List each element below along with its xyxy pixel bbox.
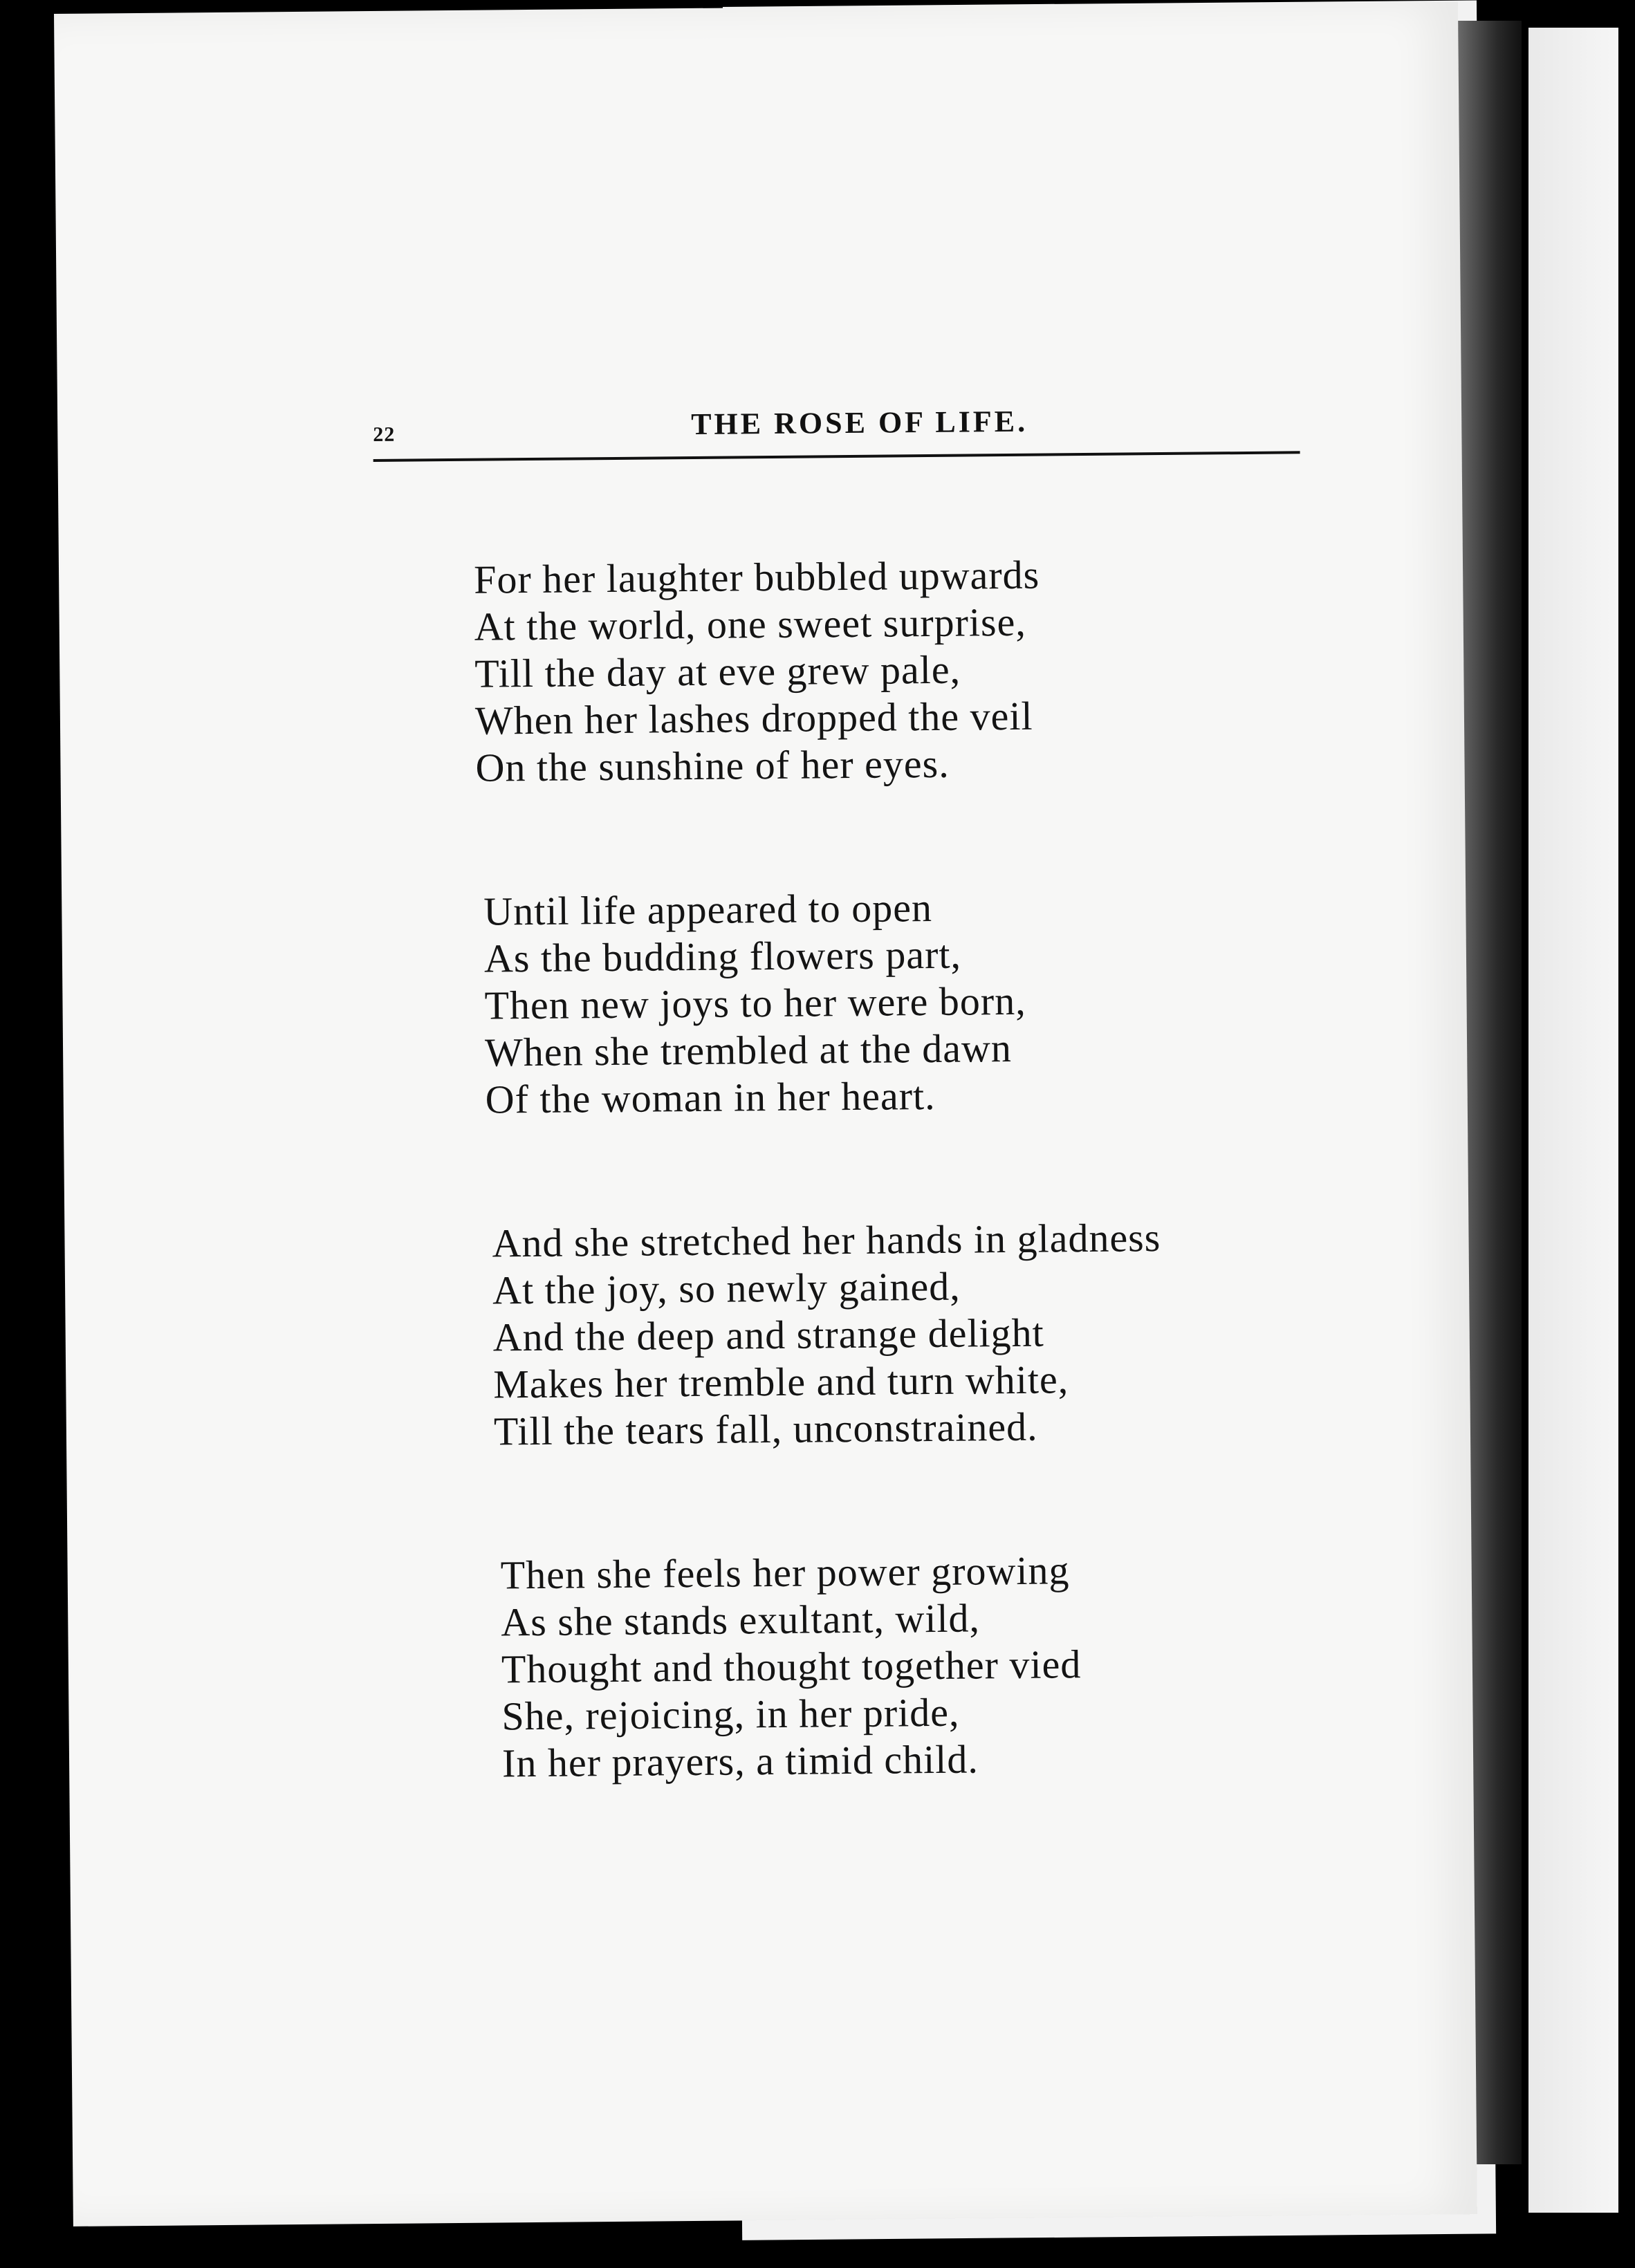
- poem-line: When she trembled at the dawn: [484, 1025, 1013, 1075]
- page-number: 22: [373, 422, 396, 446]
- header-rule: [373, 451, 1300, 462]
- poem-line: Till the tears fall, unconstrained.: [493, 1404, 1038, 1454]
- poem-line: At the world, one sweet surprise,: [474, 599, 1027, 649]
- poem-line: At the joy, so newly gained,: [492, 1263, 961, 1313]
- stanza-1: [474, 548, 1375, 791]
- running-head: [373, 401, 1307, 472]
- poem-line: Of the woman in her heart.: [485, 1072, 936, 1122]
- poem-line: As the budding flowers part,: [483, 931, 962, 981]
- poem-line: On the sunshine of her eyes.: [475, 741, 950, 790]
- poem-line: Then new joys to her were born,: [484, 978, 1026, 1028]
- book-page: [54, 1, 1477, 2227]
- poem-line: When her lashes dropped the veil: [474, 693, 1033, 743]
- poem-line: She, rejoicing, in her pride,: [501, 1689, 960, 1739]
- stanza-3: [492, 1212, 1380, 1455]
- poem-line: As she stands exultant, wild,: [501, 1595, 981, 1645]
- poem-line: Makes her tremble and turn white,: [493, 1357, 1069, 1407]
- poem-line: Then she feels her power growing: [500, 1547, 1070, 1598]
- poem-line: Thought and thought together vied: [501, 1642, 1082, 1692]
- page-title: THE ROSE OF LIFE.: [691, 404, 1028, 441]
- poem-line: And the deep and strange delight: [492, 1310, 1045, 1360]
- poem-line: Until life appeared to open: [483, 884, 933, 934]
- stanza-2: [483, 880, 1378, 1123]
- poem-line: And she stretched her hands in gladness: [492, 1215, 1161, 1266]
- next-page-edge: [1528, 28, 1618, 2213]
- stanza-4: [500, 1544, 1383, 1787]
- poem-line: Till the day at eve grew pale,: [474, 647, 961, 696]
- poem-line: In her prayers, a timid child.: [501, 1736, 979, 1786]
- poem-line: For her laughter bubbled upwards: [473, 552, 1040, 602]
- poem-body: [474, 548, 1385, 1884]
